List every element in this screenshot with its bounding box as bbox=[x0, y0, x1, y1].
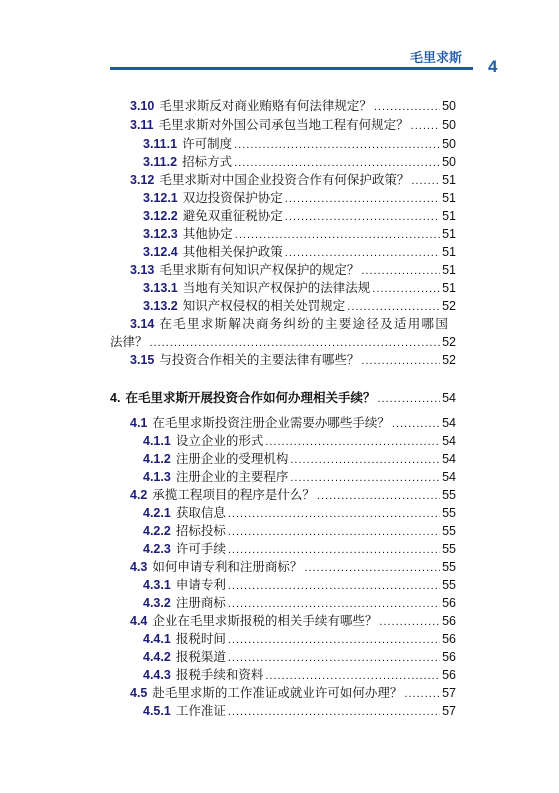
toc-entry[interactable]: 3.12.3 其他协定 ..... 51 bbox=[143, 227, 456, 243]
toc-entry-continuation[interactable]: 法律？ ..... 52 bbox=[110, 335, 456, 351]
toc-entry[interactable]: 3.12.1 双边投资保护协定 ..... 51 bbox=[143, 191, 456, 207]
toc-entry[interactable]: 3.15 与投资合作相关的主要法律有哪些？ ..... 52 bbox=[130, 353, 456, 369]
toc-entry[interactable]: 3.13.2 知识产权侵权的相关处罚规定 ..... 52 bbox=[143, 299, 456, 315]
toc-entry[interactable]: 4.1.2 注册企业的受理机构 ..... 54 bbox=[143, 452, 456, 468]
toc-entry[interactable]: 4.4.1 报税时间 ..... 56 bbox=[143, 632, 456, 648]
toc-entry[interactable]: 4.4 企业在毛里求斯报税的相关手续有哪些？ ..... 56 bbox=[130, 614, 456, 630]
toc-entry[interactable]: 4.2 承揽工程项目的程序是什么？ ..... 55 bbox=[130, 488, 456, 504]
toc-entry[interactable]: 3.11.1 许可制度 ..... 50 bbox=[143, 137, 456, 153]
toc-entry[interactable]: 4.1.3 注册企业的主要程序 ..... 54 bbox=[143, 470, 456, 486]
toc-entry[interactable]: 4.2.2 招标投标 ..... 55 bbox=[143, 524, 456, 540]
toc-entry[interactable]: 4.3.2 注册商标 ..... 56 bbox=[143, 596, 456, 612]
toc-entry[interactable]: 4.4.2 报税渠道 ..... 56 bbox=[143, 650, 456, 666]
toc-entry[interactable]: 4.3.1 申请专利 ..... 55 bbox=[143, 578, 456, 594]
toc-entry[interactable]: 3.12.4 其他相关保护政策 ..... 51 bbox=[143, 245, 456, 261]
toc-entry[interactable]: 4.1 在毛里求斯投资注册企业需要办哪些手续？ ..... 54 bbox=[130, 416, 456, 432]
header-rule bbox=[110, 67, 473, 70]
toc-entry[interactable]: 3.11 毛里求斯对外国公司承包当地工程有何规定？ ..... 50 bbox=[130, 118, 456, 134]
toc-entry[interactable]: 3.14 在毛里求斯解决商务纠纷的主要途径及适用哪国 bbox=[130, 317, 450, 331]
toc-entry[interactable]: 4.4.3 报税手续和资料 ..... 56 bbox=[143, 668, 456, 684]
toc-entry[interactable]: 4.2.1 获取信息 ..... 55 bbox=[143, 506, 456, 522]
page-number: 4 bbox=[488, 57, 498, 76]
toc-entry[interactable]: 3.13 毛里求斯有何知识产权保护的规定？ ..... 51 bbox=[130, 263, 456, 279]
toc-entry[interactable]: 3.13.1 当地有关知识产权保护的法律法规 ..... 51 bbox=[143, 281, 456, 297]
toc-entry[interactable]: 3.12.2 避免双重征税协定 ..... 51 bbox=[143, 209, 456, 225]
running-header-title: 毛里求斯 bbox=[410, 50, 463, 65]
toc-entry[interactable]: 4.3 如何申请专利和注册商标？ ..... 55 bbox=[130, 560, 456, 576]
toc-entry[interactable]: 4.5 赴毛里求斯的工作准证或就业许可如何办理？ ..... 57 bbox=[130, 686, 456, 702]
toc-entry[interactable]: 4.5.1 工作准证 ..... 57 bbox=[143, 704, 456, 720]
toc-entry[interactable]: 4.2.3 许可手续 ..... 55 bbox=[143, 542, 456, 558]
toc-chapter-entry[interactable]: 4. 在毛里求斯开展投资合作如何办理相关手续？ ..... 54 bbox=[110, 391, 456, 407]
toc-entry[interactable]: 3.12 毛里求斯对中国企业投资合作有何保护政策？ ..... 51 bbox=[130, 173, 456, 189]
toc-entry[interactable]: 3.11.2 招标方式 ..... 50 bbox=[143, 155, 456, 171]
toc-entry[interactable]: 3.10 毛里求斯反对商业贿赂有何法律规定？ ..... 50 bbox=[130, 99, 456, 115]
toc-entry[interactable]: 4.1.1 设立企业的形式 ..... 54 bbox=[143, 434, 456, 450]
